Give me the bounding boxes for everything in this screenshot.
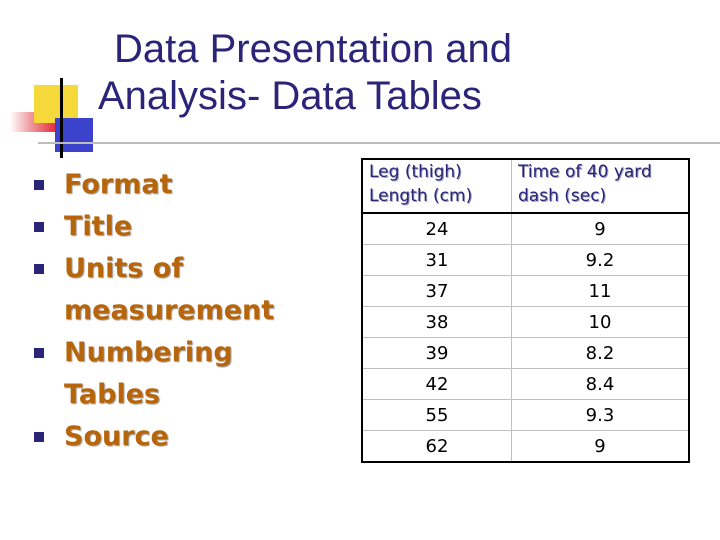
table-row <box>362 307 689 338</box>
header-line-1: Time of 40 yard <box>518 162 652 182</box>
cell-leg-length: 31 <box>362 245 512 276</box>
square-bullet-icon <box>34 180 44 190</box>
cell-dash-time: 9 <box>512 213 690 245</box>
bullet-item-units <box>34 248 354 332</box>
cell-leg-length: 38 <box>362 307 512 338</box>
square-bullet-icon <box>34 264 44 274</box>
bullet-item-title <box>34 206 354 248</box>
cell-leg-length: 39 <box>362 338 512 369</box>
table-row <box>362 431 689 463</box>
bullet-label: Title <box>64 211 133 242</box>
cell-leg-length: 55 <box>362 400 512 431</box>
bullet-label-line-2: Tables <box>64 379 161 410</box>
square-bullet-icon <box>34 348 44 358</box>
bullet-label-line-1: Numbering <box>64 337 233 368</box>
header-line-1: Leg (thigh) <box>369 162 462 182</box>
cell-dash-time: 9.2 <box>512 245 690 276</box>
slide-title-line-2: Analysis- Data Tables <box>98 74 482 118</box>
table-row <box>362 245 689 276</box>
bullet-label: Format <box>64 169 173 200</box>
square-bullet-icon <box>34 432 44 442</box>
table-header-row <box>362 159 689 213</box>
table-row <box>362 213 689 245</box>
table-row <box>362 276 689 307</box>
column-header-leg-length <box>362 159 512 213</box>
header-line-2: dash (sec) <box>518 186 607 206</box>
cell-dash-time: 10 <box>512 307 690 338</box>
cell-dash-time: 8.4 <box>512 369 690 400</box>
cell-dash-time: 9 <box>594 435 606 457</box>
column-header-dash-time <box>512 159 690 213</box>
table-row <box>362 400 689 431</box>
cell-dash-time: 9.3 <box>512 400 690 431</box>
cell-leg-length: 24 <box>362 213 512 245</box>
cell-dash-time: 8.2 <box>512 338 690 369</box>
table-row <box>362 369 689 400</box>
cell-dash-time: 11 <box>512 276 690 307</box>
slide-title-line-1: Data Presentation and <box>114 27 513 71</box>
bullet-label-line-1: Units of <box>64 253 184 284</box>
title-underline <box>38 142 720 144</box>
data-table <box>361 158 690 463</box>
bullet-list <box>34 164 354 458</box>
bullet-item-numbering <box>34 332 354 416</box>
slide-title <box>98 26 658 120</box>
cell-leg-length: 37 <box>362 276 512 307</box>
bullet-item-format <box>34 164 354 206</box>
bullet-item-source <box>34 416 354 458</box>
bullet-label-line-2: measurement <box>64 295 275 326</box>
bullet-label: Source <box>64 421 169 452</box>
square-bullet-icon <box>34 222 44 232</box>
cell-leg-length: 62 <box>362 431 512 463</box>
decorative-vertical-line <box>60 78 63 158</box>
cell-leg-length: 42 <box>362 369 512 400</box>
table-row <box>362 338 689 369</box>
header-line-2: Length (cm) <box>369 186 473 206</box>
